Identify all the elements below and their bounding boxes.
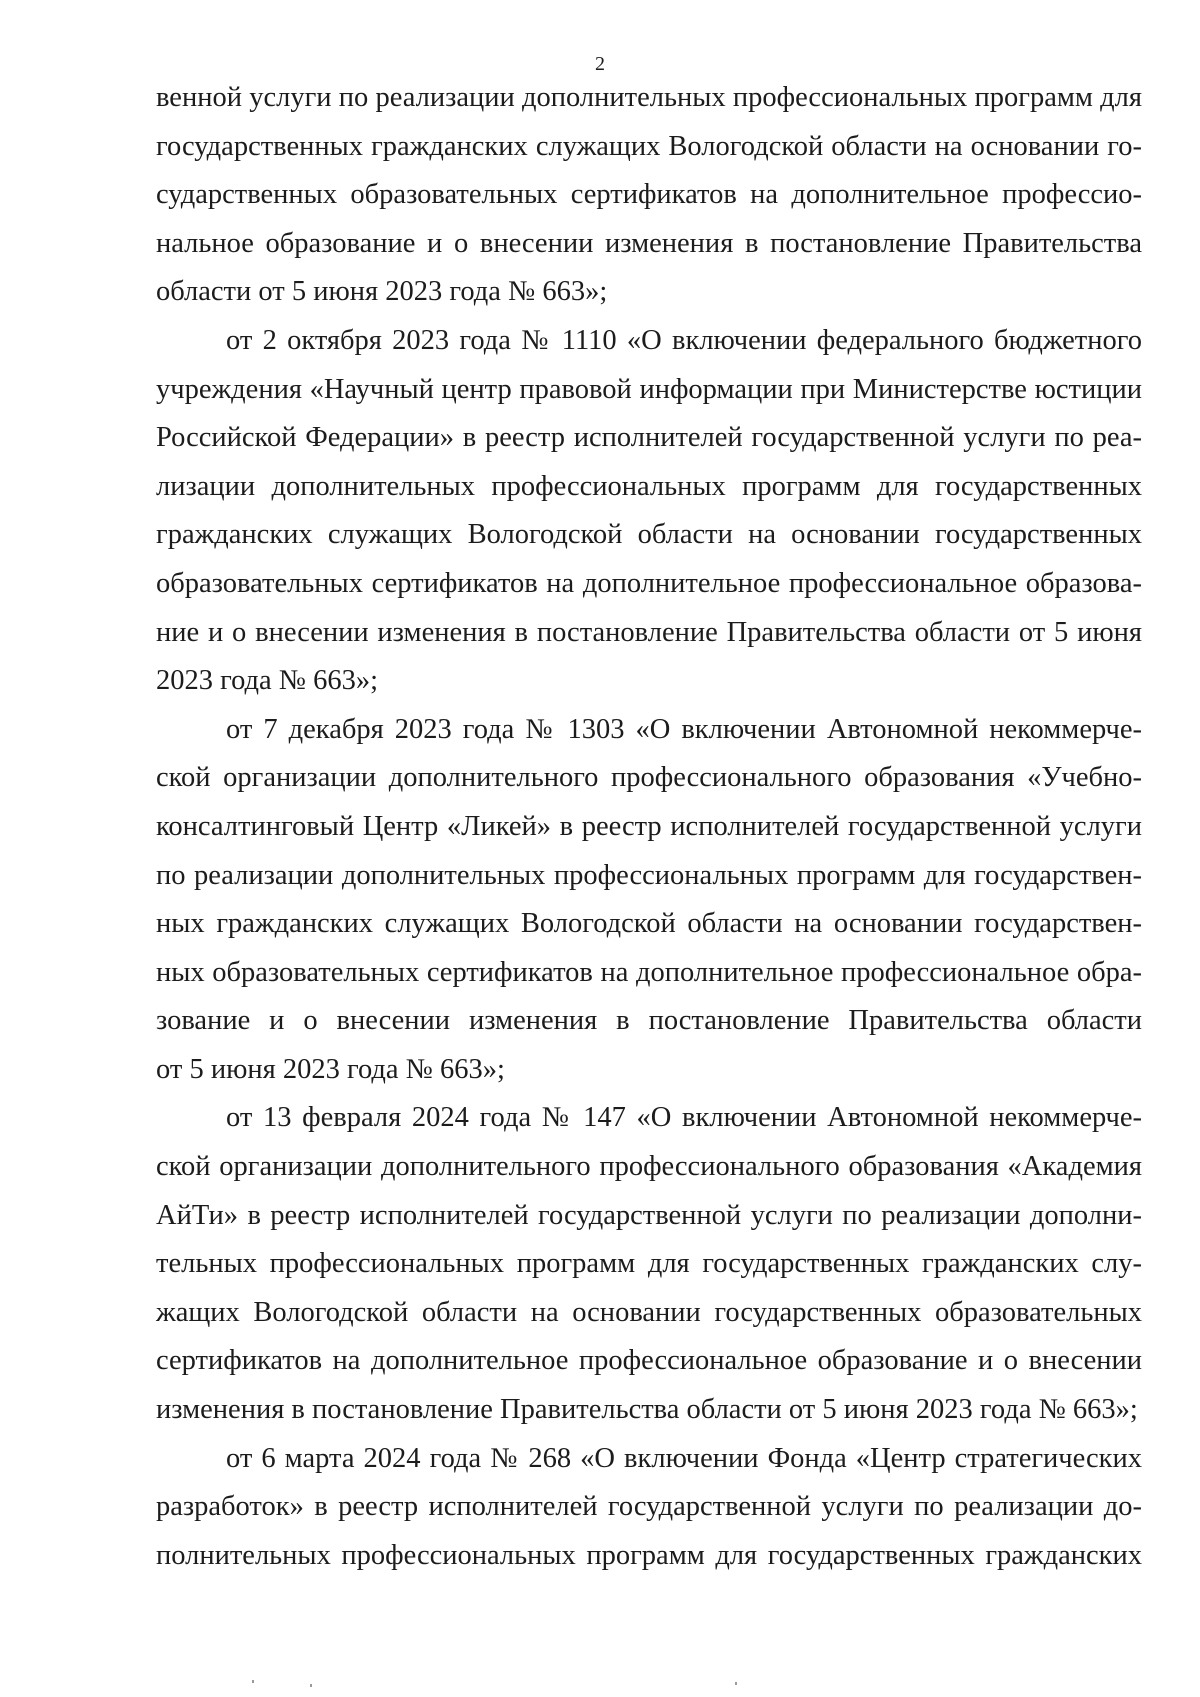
- scan-speck: [735, 1682, 737, 1685]
- text-line: от 5 июня 2023 года № 663»;: [156, 1053, 505, 1085]
- text-line: ных гражданских служащих Вологодской области на основании государствен-: [156, 908, 1142, 940]
- text-line: нальное образование и о внесении изменения в постановление Правительства: [156, 227, 1142, 259]
- text-line: изменения в постановление Правительства области от 5 июня 2023 года № 663»;: [156, 1394, 1138, 1426]
- scan-speck: [252, 1680, 254, 1683]
- paragraph-resolution-147: [156, 1094, 1142, 1434]
- text-line: лизации дополнительных профессиональных программ для государственных: [156, 470, 1142, 502]
- text-line: по реализации дополнительных профессиональных программ для государствен-: [156, 859, 1142, 891]
- text-line: ных образовательных сертификатов на дополнительное профессиональное обра-: [156, 956, 1142, 988]
- document-body: [156, 74, 1142, 1580]
- text-line: полнительных профессиональных программ для государственных гражданских: [156, 1539, 1142, 1571]
- text-line: сертификатов на дополнительное профессиональное образование и о внесении: [156, 1345, 1142, 1377]
- text-line: зование и о внесении изменения в постановление Правительства области: [156, 1005, 1142, 1037]
- text-line: жащих Вологодской области на основании государственных образовательных: [156, 1296, 1142, 1328]
- text-line: венной услуги по реализации дополнительных профессиональных программ для: [156, 82, 1142, 113]
- text-line: сударственных образовательных сертификатов на дополнительное профессио-: [156, 179, 1142, 211]
- text-line: от 6 марта 2024 года № 268 «О включении Фонда «Центр стратегических: [226, 1442, 1142, 1474]
- text-line: учреждения «Научный центр правовой информации при Министерстве юстиции: [156, 373, 1142, 405]
- text-line: образовательных сертификатов на дополнительное профессиональное образова-: [156, 567, 1142, 599]
- text-line: ние и о внесении изменения в постановление Правительства области от 5 июня: [156, 616, 1142, 648]
- text-line: 2023 года № 663»;: [156, 665, 379, 697]
- text-line: АйТи» в реестр исполнителей государственной услуги по реализации дополни-: [156, 1199, 1142, 1231]
- text-line: области от 5 июня 2023 года № 663»;: [156, 276, 608, 308]
- paragraph-resolution-268: [156, 1435, 1142, 1581]
- paragraph-resolution-1303: [156, 706, 1142, 1095]
- paragraph-continuation: [156, 74, 1142, 317]
- text-line: разработок» в реестр исполнителей государственной услуги по реализации до-: [156, 1491, 1142, 1523]
- text-line: тельных профессиональных программ для государственных гражданских слу-: [156, 1248, 1142, 1280]
- text-line: ской организации дополнительного профессионального образования «Академия: [156, 1151, 1142, 1183]
- text-line: от 13 февраля 2024 года № 147 «О включении Автономной некоммерче-: [226, 1102, 1142, 1134]
- text-line: ской организации дополнительного профессионального образования «Учебно-: [156, 762, 1142, 794]
- scan-speck: [310, 1684, 312, 1687]
- text-line: государственных гражданских служащих Вологодской области на основании го-: [156, 130, 1142, 162]
- page-number: 2: [595, 53, 605, 75]
- text-line: консалтинговый Центр «Ликей» в реестр исполнителей государственной услуги: [156, 810, 1142, 842]
- text-line: гражданских служащих Вологодской области на основании государственных: [156, 519, 1142, 551]
- text-line: от 7 декабря 2023 года № 1303 «О включении Автономной некоммерче-: [226, 713, 1142, 745]
- paragraph-resolution-1110: [156, 317, 1142, 706]
- text-line: Российской Федерации» в реестр исполнителей государственной услуги по реа-: [156, 422, 1142, 454]
- text-line: от 2 октября 2023 года № 1110 «О включении федерального бюджетного: [226, 324, 1142, 356]
